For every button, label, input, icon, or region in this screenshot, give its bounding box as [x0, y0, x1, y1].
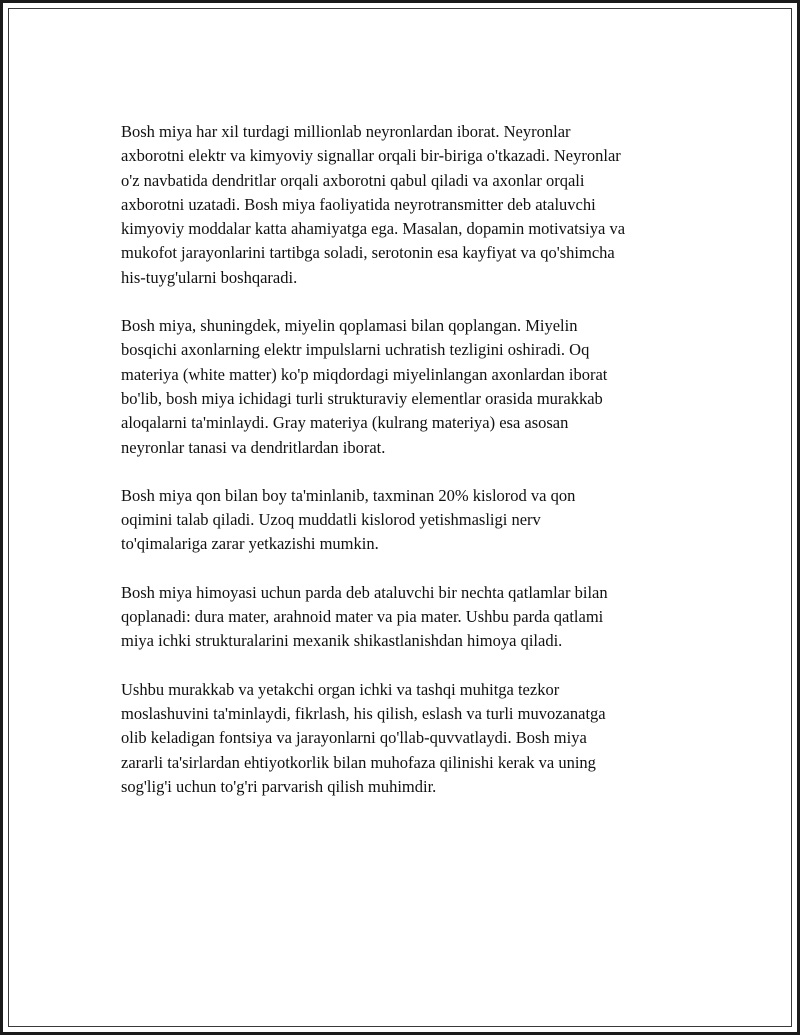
text-line: zararli ta'sirlardan ehtiyotkorlik bilan muhofaza qilinishi kerak va uning [121, 752, 596, 772]
text-line: Bosh miya qon bilan boy ta'minlanib, taxminan 20% kislorod va qon [121, 485, 576, 505]
text-line: miya ichki strukturalarini mexanik shikastlanishdan himoya qiladi. [121, 631, 563, 651]
text-line: to'qimalariga zarar yetkazishi mumkin. [121, 534, 379, 554]
text-line: Bosh miya har xil turdagi millionlab neyronlardan iborat. Neyronlar [121, 122, 571, 141]
text-line: qoplanadi: dura mater, arahnoid mater va pia mater. Ushbu parda qatlami [121, 607, 604, 627]
paragraph-conclusion [121, 678, 691, 799]
text-line: Bosh miya, shuningdek, miyelin qoplamasi bilan qoplangan. Miyelin [121, 316, 578, 336]
text-line: moslashuvini ta'minlaydi, fikrlash, his qilish, eslash va turli muvozanatga [121, 703, 606, 723]
text-line: axborotni elektr va kimyoviy signallar orqali bir-biriga o'tkazadi. Neyronlar [121, 146, 621, 166]
text-line: kimyoviy moddalar katta ahamiyatga ega. Masalan, dopamin motivatsiya va [121, 219, 626, 239]
text-line: axborotni uzatadi. Bosh miya faoliyatida neyrotransmitter deb ataluvchi [121, 194, 596, 214]
text-line: materiya (white matter) ko'p miqdordagi miyelinlangan axonlardan iborat [121, 364, 608, 384]
document-body [121, 120, 691, 823]
text-line: oqimini talab qiladi. Uzoq muddatli kislorod yetishmasligi nerv [121, 510, 541, 530]
text-line: bo'lib, bosh miya ichidagi turli strukturaviy elementlar orasida murakkab [121, 388, 603, 408]
text-line: sog'lig'i uchun to'g'ri parvarish qilish muhimdir. [121, 776, 437, 796]
text-line: mukofot jarayonlarini tartibga soladi, serotonin esa kayfiyat va qo'shimcha [121, 243, 615, 263]
text-line: Bosh miya himoyasi uchun parda deb ataluvchi bir nechta qatlamlar bilan [121, 582, 608, 602]
text-line: aloqalarni ta'minlaydi. Gray materiya (kulrang materiya) esa asosan [121, 413, 569, 433]
paragraph-blood-supply [121, 484, 691, 557]
paragraph-myelin [121, 314, 691, 460]
paragraph-brain-neurons [121, 120, 691, 290]
text-line: o'z navbatida dendritlar orqali axborotni qabul qiladi va axonlar orqali [121, 170, 585, 190]
text-line: his-tuyg'ularni boshqaradi. [121, 267, 298, 287]
text-line: bosqichi axonlarning elektr impulslarni uchratish tezligini oshiradi. Oq [121, 340, 590, 360]
paragraph-meninges [121, 581, 691, 654]
text-line: olib keladigan fontsiya va jarayonlarni qo'llab-quvvatlaydi. Bosh miya [121, 728, 587, 748]
text-line: neyronlar tanasi va dendritlardan iborat. [121, 437, 386, 457]
text-line: Ushbu murakkab va yetakchi organ ichki va tashqi muhitga tezkor [121, 679, 560, 699]
